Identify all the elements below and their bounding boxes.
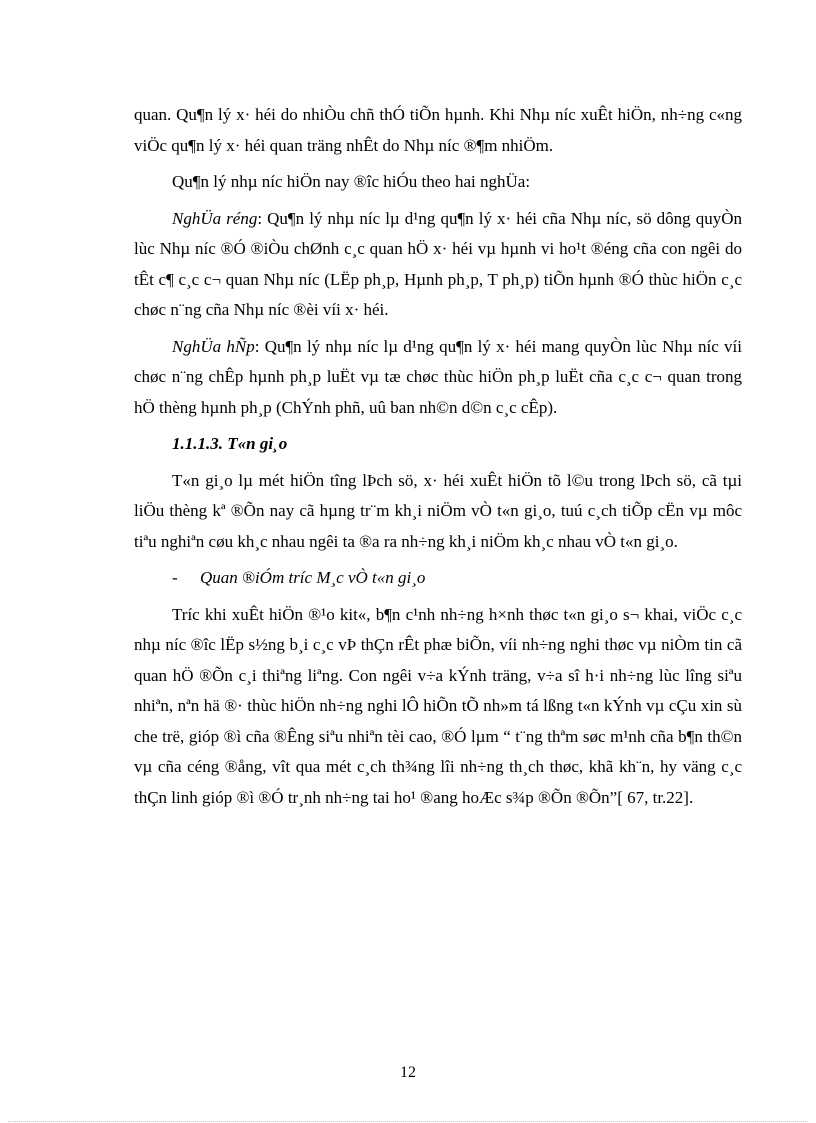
- bullet-text: Quan ®iÓm tríc M¸c vÒ t«n gi¸o: [200, 568, 426, 587]
- paragraph-intro: quan. Qu¶n lý x· héi do nhiÒu chñ thÓ tiÕn hµnh. Khi Nhµ níc xuÊt hiÖn, nh÷ng c«ng viÖc qu¶n lý x· héi quan träng nhÊt do Nhµ níc ®¶m nhiÖm.: [134, 105, 742, 155]
- text-broad-meaning: : Qu¶n lý nhµ níc lµ d¹ng qu¶n lý x· héi cña Nhµ níc, sö dông quyÒn lùc Nhµ níc ®Ó ®iÒu chØnh c¸c quan hÖ x· héi vµ hµnh vi ho¹t ®éng cña con ngêi do tÊt c¶ c¸c c¬ quan Nhµ níc (LËp ph¸p, Hµnh ph¸p, T ph¸p) tiÕn hµnh ®Ó thùc hiÖn c¸c chøc n¨ng cña Nhµ níc ®èi víi x· héi.: [134, 208, 742, 319]
- text-narrow-meaning: : Qu¶n lý nhµ níc lµ d¹ng qu¶n lý x· héi mang quyÒn lùc Nhµ níc víi chøc n¨ng chÊp hµnh ph¸p luËt vµ tæ chøc thùc hiÖn ph¸p luËt cña c¸c c¬ quan trong hÖ thèng hµnh ph¸p (ChÝnh phñ, uû ban nh©n d©n c¸c cÊp).: [134, 336, 742, 417]
- bullet-dash: -: [172, 568, 178, 587]
- term-broad-meaning: NghÜa réng: [172, 208, 258, 228]
- paragraph-broad-meaning: [134, 204, 742, 326]
- paragraph-religion-definition: T«n gi¸o lµ mét hiÖn tîng lÞch sö, x· héi xuÊt hiÖn tõ l©u trong lÞch sö, cã tµi liÖu thèng kª ®Õn nay cã hµng tr¨m kh¸i niÖm vÒ t«n gi¸o, tuú c¸ch tiÕp cËn vµ môc tiªu nghiªn cøu kh¸c nhau ngêi ta ®a ra nh÷ng kh¸i niÖm kh¸c nhau vÒ t«n gi¸o.: [134, 470, 742, 551]
- section-heading: 1.1.1.3. T«n gi¸o: [172, 434, 288, 453]
- page-bottom-divider: [8, 1121, 808, 1122]
- paragraph-definition-intro: Qu¶n lý nhµ níc hiÖn nay ®îc hiÓu theo hai nghÜa:: [172, 172, 531, 191]
- page-body: [134, 100, 742, 819]
- bullet-item: [134, 563, 742, 594]
- paragraph-narrow-meaning: [134, 332, 742, 424]
- page-number: 12: [400, 1064, 416, 1081]
- paragraph-pre-marx: Tríc khi xuÊt hiÖn ®¹o kit«, b¶n c¹nh nh÷ng h×nh thøc t«n gi¸o s¬ khai, viÖc c¸c nhµ níc ®îc lËp s½ng b¸i c¸c vÞ thÇn rÊt phæ biÕn, víi nh÷ng nghi thøc vµ niÒm tin cã quan hÖ ®Õn c¸i thiªng liªng. Con ngêi v÷a kÝnh träng, v÷a sî h·i nh÷ng lùc lîng siªu nhiªn, nªn hä ®· thùc hiÖn nh÷ng nghi lÔ hiÕn tÕ nh»m tá lßng t«n kÝnh vµ cÇu xin sù che trë, gióp ®ì cña ®Êng siªu nhiªn tèi cao, ®Ó lµm “ t¨ng thªm søc m¹nh cña b¶n th©n vµ cña céng ®ång, vît qua mét c¸ch th¾ng lîi nh÷ng th¸ch thøc, khã kh¨n, hy väng c¸c thÇn linh gióp ®ì ®Ó tr¸nh nh÷ng tai ho¹ ®ang hoÆc s¾p ®Õn ®Õn”[ 67, tr.22].: [134, 604, 742, 807]
- term-narrow-meaning: NghÜa hÑp: [172, 336, 255, 356]
